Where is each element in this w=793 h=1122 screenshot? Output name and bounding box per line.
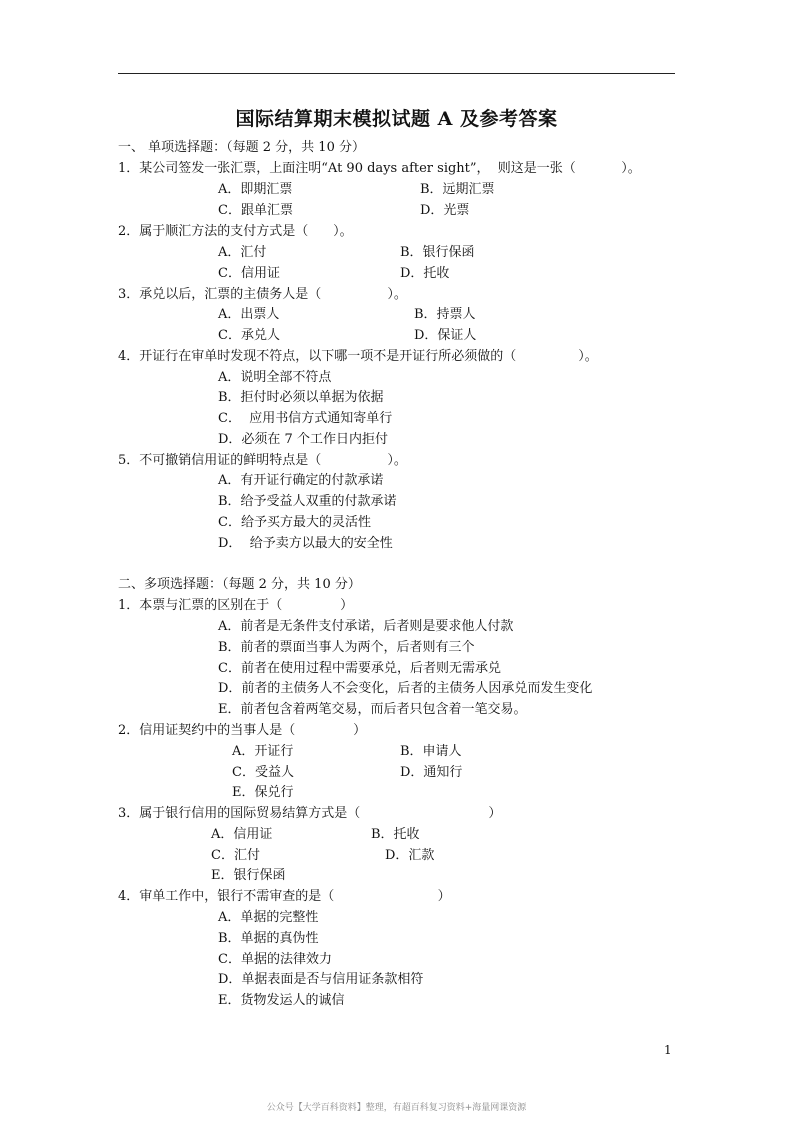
s2-q1-option-b: B．前者的票面当事人为两个，后者则有三个: [218, 640, 475, 655]
s2-q4-option-e: E．货物发运人的诚信: [218, 993, 345, 1008]
s2-q4-stem: 4．审单工作中，银行不需审查的是（ ）: [118, 889, 451, 904]
document-title: 国际结算期末模拟试题 A 及参考答案: [235, 108, 558, 130]
s1-q3-option-d: D．保证人: [414, 328, 477, 343]
s2-q3-option-b: B．托收: [371, 827, 420, 842]
s1-q5-option-b: B．给予受益人双重的付款承诺: [218, 494, 397, 509]
s1-q3-stem: 3．承兑以后，汇票的主债务人是（ ）。: [118, 287, 407, 302]
s1-q2-option-c: C．信用证: [218, 266, 280, 281]
s1-q5-option-c: C．给予买方最大的灵活性: [218, 515, 371, 530]
s1-q2-option-a: A．汇付: [218, 245, 267, 260]
s2-q3-option-d: D．汇款: [385, 848, 435, 863]
s2-q1-option-a: A．前者是无条件支付承诺，后者则是要求他人付款: [218, 619, 514, 634]
header-rule: [118, 73, 675, 74]
s1-q5-option-a: A．有开证行确定的付款承诺: [218, 473, 384, 488]
s1-q4-option-b: B．拒付时必须以单据为依据: [218, 390, 384, 405]
s2-q3-stem: 3．属于银行信用的国际贸易结算方式是（ ）: [118, 806, 502, 821]
s2-q4-option-b: B．单据的真伪性: [218, 931, 319, 946]
s1-q5-option-d: D． 给予卖方以最大的安全性: [218, 536, 393, 551]
s1-q1-option-a: A．即期汇票: [218, 182, 293, 197]
s2-q1-option-e: E．前者包含着两笔交易，而后者只包含着一笔交易。: [218, 702, 527, 717]
page-number: 1: [664, 1043, 672, 1057]
s2-q3-option-c: C．汇付: [211, 848, 260, 863]
s2-q3-option-e: E．银行保函: [211, 868, 286, 883]
footer-watermark: 公众号【大学百科资料】整理，有超百科复习资料+海量网课资源: [266, 1103, 527, 1113]
s2-q1-option-c: C．前者在使用过程中需要承兑，后者则无需承兑: [218, 661, 501, 676]
s2-q1-option-d: D．前者的主债务人不会变化，后者的主债务人因承兑而发生变化: [218, 681, 593, 696]
section1-heading: 一、 单项选择题：（每题 2 分，共 10 分）: [118, 140, 365, 155]
s1-q3-option-c: C．承兑人: [218, 328, 280, 343]
s2-q3-option-a: A．信用证: [211, 827, 273, 842]
s2-q4-option-a: A．单据的完整性: [218, 910, 319, 925]
s1-q2-stem: 2．属于顺汇方法的支付方式是（ ）。: [118, 224, 353, 239]
section2-heading: 二、多项选择题：（每题 2 分，共 10 分）: [118, 577, 361, 592]
s2-q1-stem: 1．本票与汇票的区别在于（ ）: [118, 598, 354, 613]
s1-q1-option-b: B．远期汇票: [420, 182, 495, 197]
s1-q3-option-a: A．出票人: [218, 307, 280, 322]
s1-q4-option-d: D．必须在 7 个工作日内拒付: [218, 432, 388, 447]
s2-q2-option-a: A．开证行: [232, 744, 294, 759]
s1-q5-stem: 5．不可撤销信用证的鲜明特点是（ ）。: [118, 453, 407, 468]
s1-q2-option-b: B．银行保函: [400, 245, 475, 260]
s2-q2-stem: 2．信用证契约中的当事人是（ ）: [118, 723, 367, 738]
s1-q4-option-a: A．说明全部不符点: [218, 370, 332, 385]
s1-q4-option-c: C． 应用书信方式通知寄单行: [218, 411, 393, 426]
s2-q2-option-b: B．申请人: [400, 744, 462, 759]
s2-q2-option-c: C．受益人: [232, 765, 294, 780]
s2-q4-option-d: D．单据表面是否与信用证条款相符: [218, 972, 424, 987]
s2-q4-option-c: C．单据的法律效力: [218, 952, 332, 967]
s2-q2-option-d: D．通知行: [400, 765, 463, 780]
s1-q1-stem: 1．某公司签发一张汇票，上面注明“At 90 days after sight”， 则这是一张（ ）。: [118, 161, 641, 176]
s1-q1-option-d: D．光票: [420, 203, 470, 218]
s2-q2-option-e: E．保兑行: [232, 785, 294, 800]
s1-q2-option-d: D．托收: [400, 266, 450, 281]
s1-q3-option-b: B．持票人: [414, 307, 476, 322]
s1-q4-stem: 4．开证行在审单时发现不符点，以下哪一项不是开证行所必须做的（ ）。: [118, 349, 598, 364]
s1-q1-option-c: C．跟单汇票: [218, 203, 293, 218]
